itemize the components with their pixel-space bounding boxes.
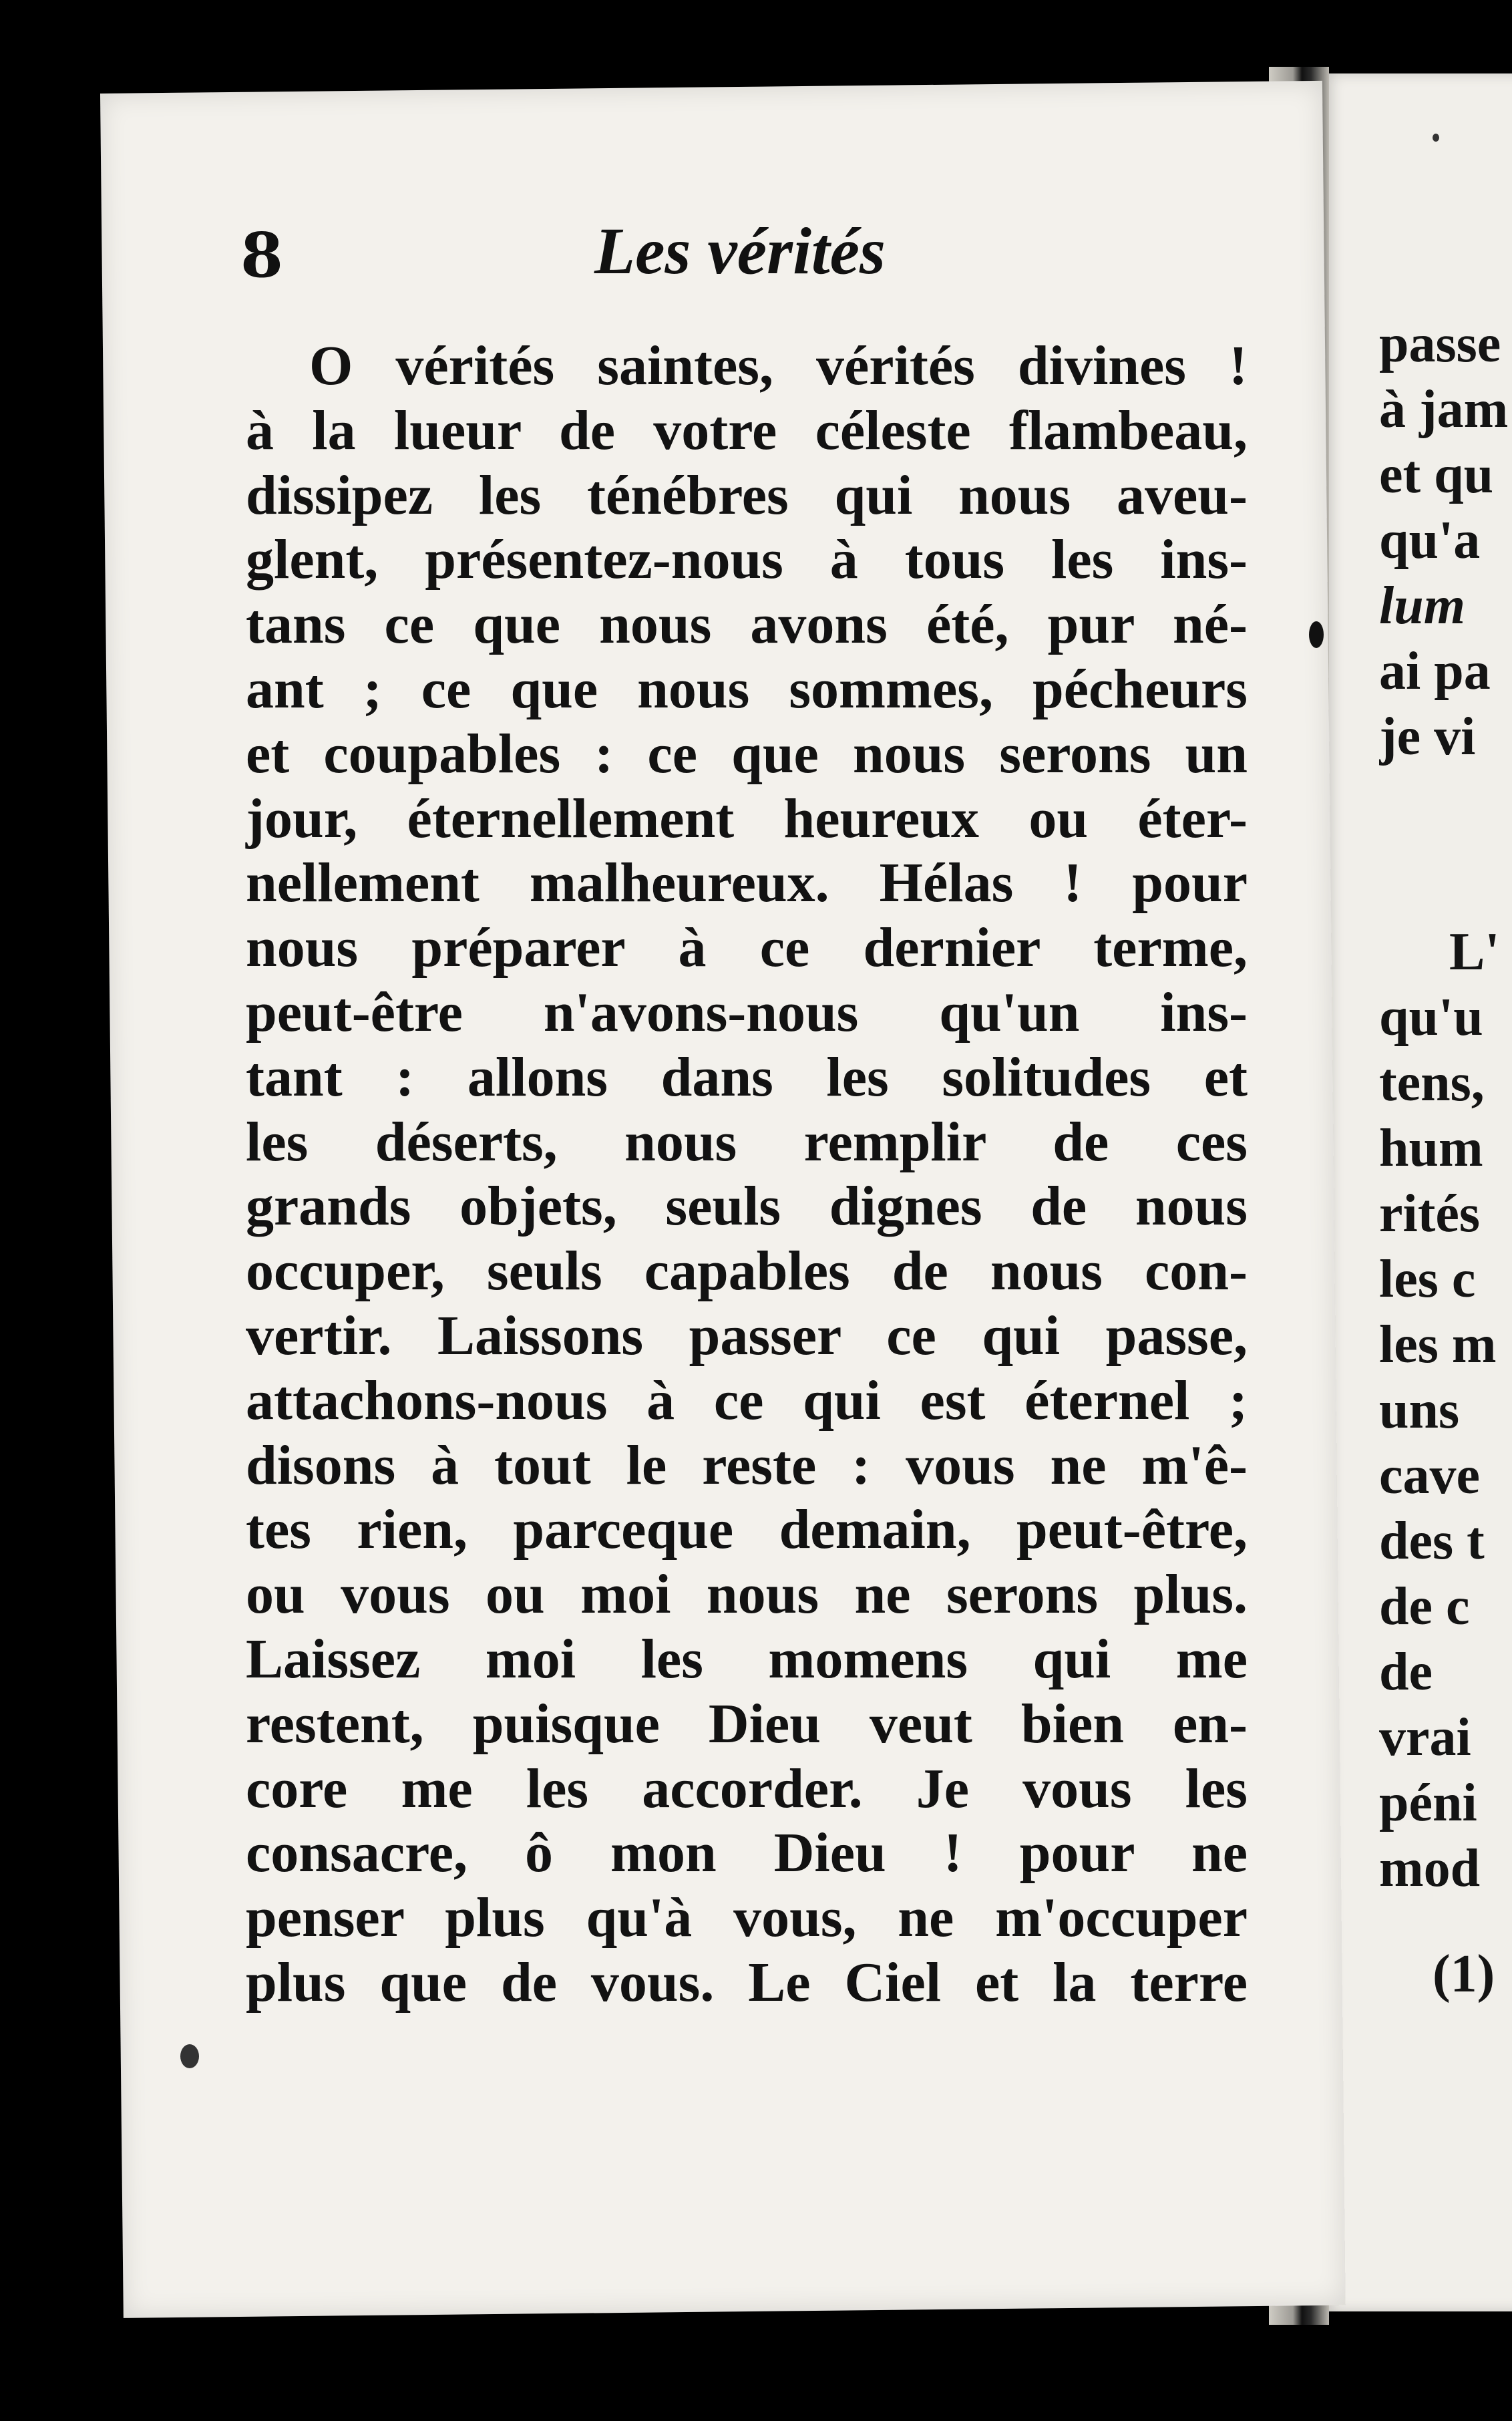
page-number: 8: [240, 219, 284, 291]
text-line: vertir. Laissons passer ce qui passe,: [246, 1304, 1248, 1367]
right-text-line: qu'u: [1379, 988, 1483, 1047]
text-line: les déserts, nous remplir de ces: [246, 1110, 1248, 1173]
text-line: occuper, seuls capables de nous con-: [246, 1240, 1248, 1303]
text-line: ant ; ce que nous sommes, pécheurs: [246, 657, 1248, 720]
right-text-line: les c: [1379, 1250, 1476, 1309]
text-line: tes rien, parceque demain, peut-être,: [246, 1498, 1248, 1561]
paper-blemish: [1309, 621, 1324, 648]
right-text-line: cave: [1379, 1446, 1481, 1505]
right-text-line: les m: [1379, 1315, 1497, 1374]
right-text-line: ai pa: [1379, 642, 1491, 701]
right-text-line: des t: [1379, 1512, 1485, 1571]
running-title: Les vérités: [594, 214, 886, 288]
text-line: consacre, ô mon Dieu ! pour ne: [246, 1822, 1248, 1885]
right-text-line: hum: [1379, 1119, 1483, 1178]
right-text-line: tens,: [1379, 1054, 1485, 1112]
text-line: tans ce que nous avons été, pur né-: [246, 593, 1248, 656]
right-text-line: lum: [1379, 577, 1465, 635]
text-line: peut-être n'avons-nous qu'un ins-: [246, 981, 1248, 1043]
right-text-line: rités: [1379, 1184, 1481, 1243]
text-line: nellement malheureux. Hélas ! pour: [246, 852, 1248, 915]
right-text-line: mod: [1379, 1839, 1481, 1898]
right-text-line: péni: [1379, 1774, 1477, 1832]
text-line: grands objets, seuls dignes de nous: [246, 1175, 1248, 1238]
text-line: restent, puisque Dieu veut bien en-: [246, 1692, 1248, 1755]
text-line: Laissez moi les momens qui me: [246, 1627, 1248, 1690]
right-text-line: à jam: [1379, 380, 1509, 439]
paper-blemish: [180, 2044, 199, 2068]
text-line: plus que de vous. Le Ciel et la terre: [246, 1951, 1248, 2013]
right-text-line: (1): [1433, 1945, 1495, 2003]
text-line: disons à tout le reste : vous ne m'ê-: [246, 1434, 1248, 1496]
right-text-line: L': [1449, 923, 1500, 981]
text-line: core me les accorder. Je vous les: [246, 1757, 1248, 1820]
right-text-line: vrai: [1379, 1708, 1471, 1767]
text-line: et coupables : ce que nous serons un: [246, 722, 1248, 785]
right-text-line: de: [1379, 1643, 1433, 1702]
text-line: tant : allons dans les solitudes et: [246, 1045, 1248, 1108]
text-line: penser plus qu'à vous, ne m'occuper: [246, 1887, 1248, 1949]
text-line: dissipez les ténébres qui nous aveu-: [246, 464, 1248, 526]
page-header: [140, 126, 1269, 291]
paper-blemish: [1433, 134, 1439, 142]
left-page-body: [246, 334, 1248, 2015]
text-line: attachons-nous à ce qui est éternel ;: [246, 1369, 1248, 1432]
right-text-line: uns: [1379, 1381, 1460, 1440]
right-text-line: je vi: [1379, 707, 1476, 766]
text-line: glent, présentez-nous à tous les ins-: [246, 528, 1248, 591]
text-line: à la lueur de votre céleste flambeau,: [246, 399, 1248, 462]
right-page-body: [1379, 0, 1512, 2421]
right-text-line: et qu: [1379, 446, 1494, 504]
text-line: ou vous ou moi nous ne serons plus.: [246, 1563, 1248, 1626]
right-text-line: qu'a: [1379, 511, 1481, 570]
text-line: jour, éternellement heureux ou éter-: [246, 787, 1248, 850]
text-line: O vérités saintes, vérités divines !: [309, 335, 1248, 397]
right-text-line: passe: [1379, 315, 1501, 373]
text-line: nous préparer à ce dernier terme,: [246, 917, 1248, 979]
right-text-line: de c: [1379, 1577, 1470, 1636]
